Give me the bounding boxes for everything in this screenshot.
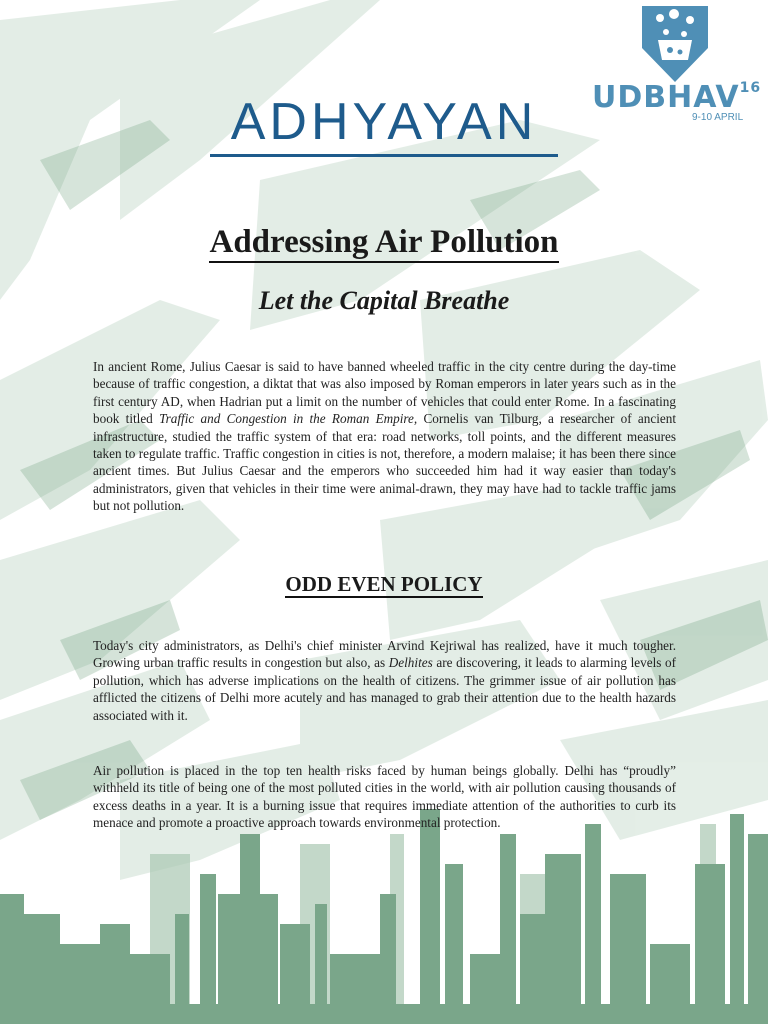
paragraph-health-risks: Air pollution is placed in the top ten health risks faced by human beings globally. Delhi has “proudly” withheld its title of being one of the most polluted cities in the world, with air pollution causing thousands of excess deaths in a year. It is a burning issue that requires immediate attention of the authorities to curb its menace and promote a proactive approach towards environmental protection. xyxy=(93,763,676,831)
udbhav-logo-dates: 9-10 APRIL xyxy=(692,112,744,123)
udbhav-logo-icon xyxy=(640,4,710,84)
emphasis-delhites: Delhites xyxy=(388,655,433,671)
masthead-title: ADHYAYAN xyxy=(230,93,538,151)
section-heading: ODD EVEN POLICY xyxy=(285,572,483,596)
article-subtitle: Let the Capital Breathe xyxy=(258,286,510,315)
paragraph-ancient-rome: In ancient Rome, Julius Caesar is said to have banned wheeled traffic in the city centre during the day-time because of traffic congestion, a diktat that was also imposed by Roman emperors in later years such as in the first century AD, when Hadrian put a limit on the number of vehicles that could enter Rome. In a fascinating book titled Traffic and Congestion in the Roman Empire, Cornelis van Tilburg, a researcher of ancient infrastructure, studied the traffic system of that era: road networks, toll points, and the different measures taken to regulate traffic. Traffic congestion in cities is not, therefore, a modern malaise; it has been there since ancient times. But Julius Caesar and the emperors who succeeded him had it way easier than today's administrators, given that vehicles in their time were animal-drawn, they may have had to tackle traffic jams but not pollution. xyxy=(93,359,676,514)
udbhav-logo xyxy=(592,4,762,124)
industrial-skyline-illustration xyxy=(0,804,768,1024)
udbhav-logo-text: UDBHAV$^{16}$ xyxy=(592,80,762,115)
paragraph-delhi-administrators: Today's city administrators, as Delhi's chief minister Arvind Kejriwal has realized, have it much tougher. Growing urban traffic results in congestion but also, as Delhites are discovering, it leads to alarming levels of pollution, which has adverse implications on the health of citizens. The grimmer issue of air pollution has afflicted the citizens of Delhi more acutely and has managed to grab their attention due to the health hazards associated with it. xyxy=(93,638,676,723)
book-title: Traffic and Congestion in the Roman Empire, xyxy=(159,411,418,427)
masthead-underline xyxy=(210,154,558,157)
article-title: Addressing Air Pollution xyxy=(0,224,768,261)
